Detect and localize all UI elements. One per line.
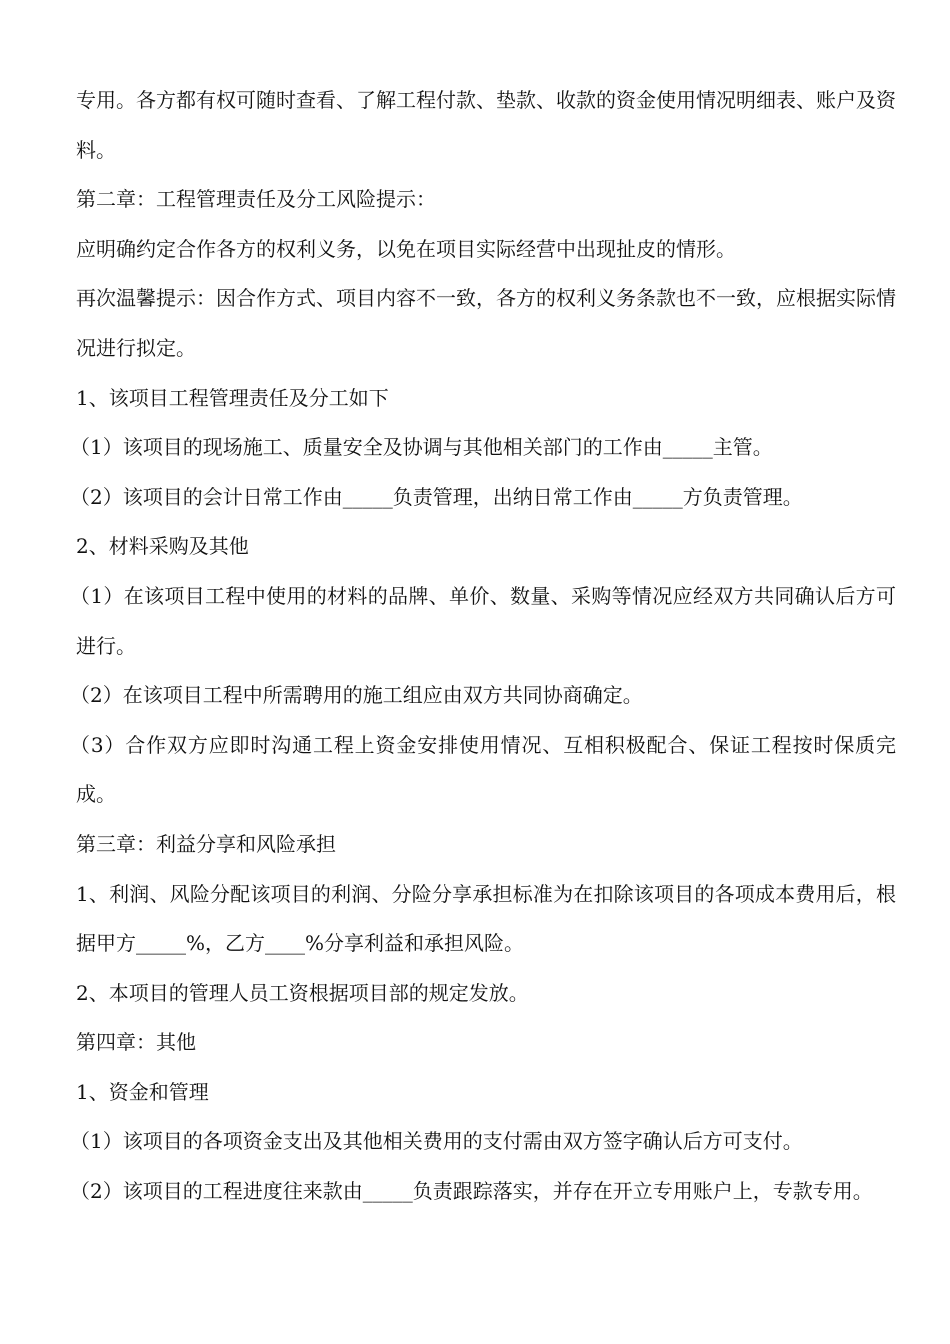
item-3-1-profit-risk: 1、利润、风险分配该项目的利润、分险分享承担标准为在扣除该项目的各项成本费用后，根据甲方_____%，乙方____%分享利益和承担风险。 xyxy=(76,881,896,956)
subitem-4-1-1-expenditure: （1）该项目的各项资金支出及其他相关费用的支付需由双方签字确认后方可支付。 xyxy=(70,1129,803,1154)
subitem-2-3-communication: （3）合作双方应即时沟通工程上资金安排使用情况、互相积极配合、保证工程按时保质完成。 xyxy=(70,732,896,807)
subitem-2-1-materials: （1）在该项目工程中使用的材料的品牌、单价、数量、采购等情况应经双方共同确认后方可进行。 xyxy=(70,583,896,658)
chapter-4-heading: 第四章：其他 xyxy=(76,1030,196,1055)
item-4-1-funds-management: 1、资金和管理 xyxy=(76,1079,209,1104)
item-2-material-procurement: 2、材料采购及其他 xyxy=(76,534,249,559)
chapter-2-heading: 第二章：工程管理责任及分工风险提示： xyxy=(76,187,436,212)
paragraph-reminder: 再次温馨提示：因合作方式、项目内容不一致，各方的权利义务条款也不一致，应根据实际情况进行拟定。 xyxy=(76,286,896,360)
document-page xyxy=(70,76,896,1217)
item-1-management-division: 1、该项目工程管理责任及分工如下 xyxy=(76,385,389,410)
subitem-4-1-2-progress-payments: （2）该项目的工程进度往来款由_____负责跟踪落实，并存在开立专用账户上，专款专用。 xyxy=(70,1179,873,1204)
subitem-1-1-site-construction: （1）该项目的现场施工、质量安全及协调与其他相关部门的工作由_____主管。 xyxy=(70,435,773,460)
item-3-2-salaries: 2、本项目的管理人员工资根据项目部的规定发放。 xyxy=(76,980,529,1005)
subitem-2-2-construction-team: （2）在该项目工程中所需聘用的施工组应由双方共同协商确定。 xyxy=(70,683,643,708)
paragraph-rights-obligations: 应明确约定合作各方的权利义务，以免在项目实际经营中出现扯皮的情形。 xyxy=(76,236,736,261)
subitem-1-2-accounting: （2）该项目的会计日常工作由_____负责管理，出纳日常工作由_____方负责管理。 xyxy=(70,484,803,509)
paragraph-continued-funds-usage: 专用。各方都有权可随时查看、了解工程付款、垫款、收款的资金使用情况明细表、账户及资料。 xyxy=(76,88,896,162)
chapter-3-heading: 第三章：利益分享和风险承担 xyxy=(76,831,336,856)
